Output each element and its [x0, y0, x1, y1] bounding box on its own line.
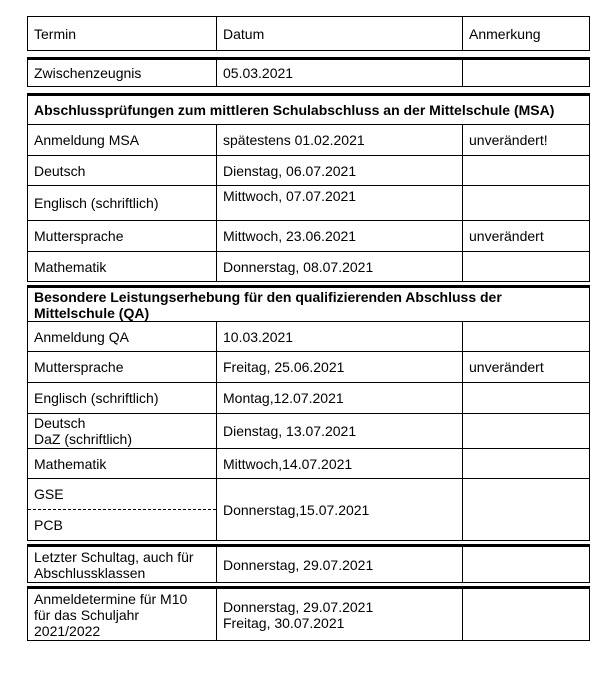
cell-datum: Dienstag, 13.07.2021 [217, 414, 463, 448]
header-datum: Datum [217, 17, 463, 50]
cell-termin-split [28, 479, 217, 540]
table-row [27, 221, 590, 252]
header-termin: Termin [28, 17, 217, 50]
cell-termin: Letzter Schultag, auch für Abschlussklassen [28, 547, 217, 582]
table-row [27, 586, 590, 641]
cell-anmerkung: unverändert! [469, 132, 548, 148]
cell-termin-gse: GSE [28, 479, 216, 510]
cell-datum: spätestens 01.02.2021 [217, 125, 463, 155]
cell-datum: 05.03.2021 [217, 60, 463, 86]
cell-termin: Deutsch [28, 156, 217, 185]
cell-datum: Mittwoch, 07.07.2021 [217, 186, 463, 220]
cell-termin-pcb: PCB [34, 517, 63, 533]
cell-anmerkung [463, 589, 589, 640]
section-title-msa: Abschlussprüfungen zum mittleren Schulabschluss an der Mittelschule (MSA) [34, 102, 555, 118]
table-row [27, 322, 590, 352]
cell-datum: Dienstag, 06.07.2021 [217, 156, 463, 185]
cell-termin: Englisch (schriftlich) [28, 186, 217, 220]
table-row [27, 156, 590, 186]
cell-datum: Mittwoch, 23.06.2021 [217, 221, 463, 251]
table-row [27, 125, 590, 156]
table-row [27, 352, 590, 383]
cell-datum: Donnerstag, 29.07.2021 Freitag, 30.07.2021 [217, 589, 463, 640]
cell-datum: Donnerstag, 29.07.2021 [217, 547, 463, 582]
cell-anmerkung [463, 414, 589, 448]
cell-anmerkung [463, 479, 589, 540]
cell-datum: Freitag, 25.06.2021 [217, 352, 463, 382]
cell-termin: Muttersprache [28, 221, 217, 251]
header-anmerkung: Anmerkung [469, 25, 541, 42]
cell-termin: Mathematik [28, 449, 217, 478]
table-row-gse-pcb [27, 479, 590, 541]
cell-termin: Anmeldung MSA [28, 125, 217, 155]
table-row [27, 414, 590, 449]
cell-anmerkung: unverändert [469, 228, 544, 244]
cell-datum: Montag,12.07.2021 [217, 383, 463, 413]
cell-termin: Anmeldung QA [28, 322, 217, 351]
cell-termin: Zwischenzeugnis [28, 60, 217, 86]
schedule-table [27, 16, 590, 641]
table-row [27, 186, 590, 221]
cell-termin: Englisch (schriftlich) [28, 383, 217, 413]
cell-datum: Mittwoch,14.07.2021 [217, 449, 463, 478]
cell-anmerkung [463, 60, 589, 86]
cell-termin: Deutsch DaZ (schriftlich) [28, 414, 217, 448]
cell-datum: 10.03.2021 [217, 322, 463, 351]
table-header-row [27, 16, 590, 51]
cell-termin: Anmeldetermine für M10 für das Schuljahr 2021/2022 [28, 589, 217, 640]
table-row [27, 449, 590, 479]
cell-anmerkung [463, 252, 589, 281]
cell-anmerkung: unverändert [469, 359, 544, 375]
cell-anmerkung [463, 156, 589, 185]
table-row [27, 252, 590, 282]
cell-anmerkung [463, 186, 589, 220]
cell-anmerkung [463, 547, 589, 582]
table-row [27, 544, 590, 583]
cell-termin: Mathematik [28, 252, 217, 281]
table-row [27, 57, 590, 87]
section-row-msa [27, 93, 590, 125]
section-title-qa: Besondere Leistungserhebung für den qualifizierenden Abschluss der Mittelschule (QA) [34, 288, 502, 321]
cell-termin: Muttersprache [28, 352, 217, 382]
section-row-qa [27, 285, 590, 322]
table-row [27, 383, 590, 414]
cell-anmerkung [463, 322, 589, 351]
cell-datum: Donnerstag, 08.07.2021 [217, 252, 463, 281]
cell-anmerkung [463, 449, 589, 478]
cell-anmerkung [463, 383, 589, 413]
cell-datum: Donnerstag,15.07.2021 [217, 479, 463, 540]
